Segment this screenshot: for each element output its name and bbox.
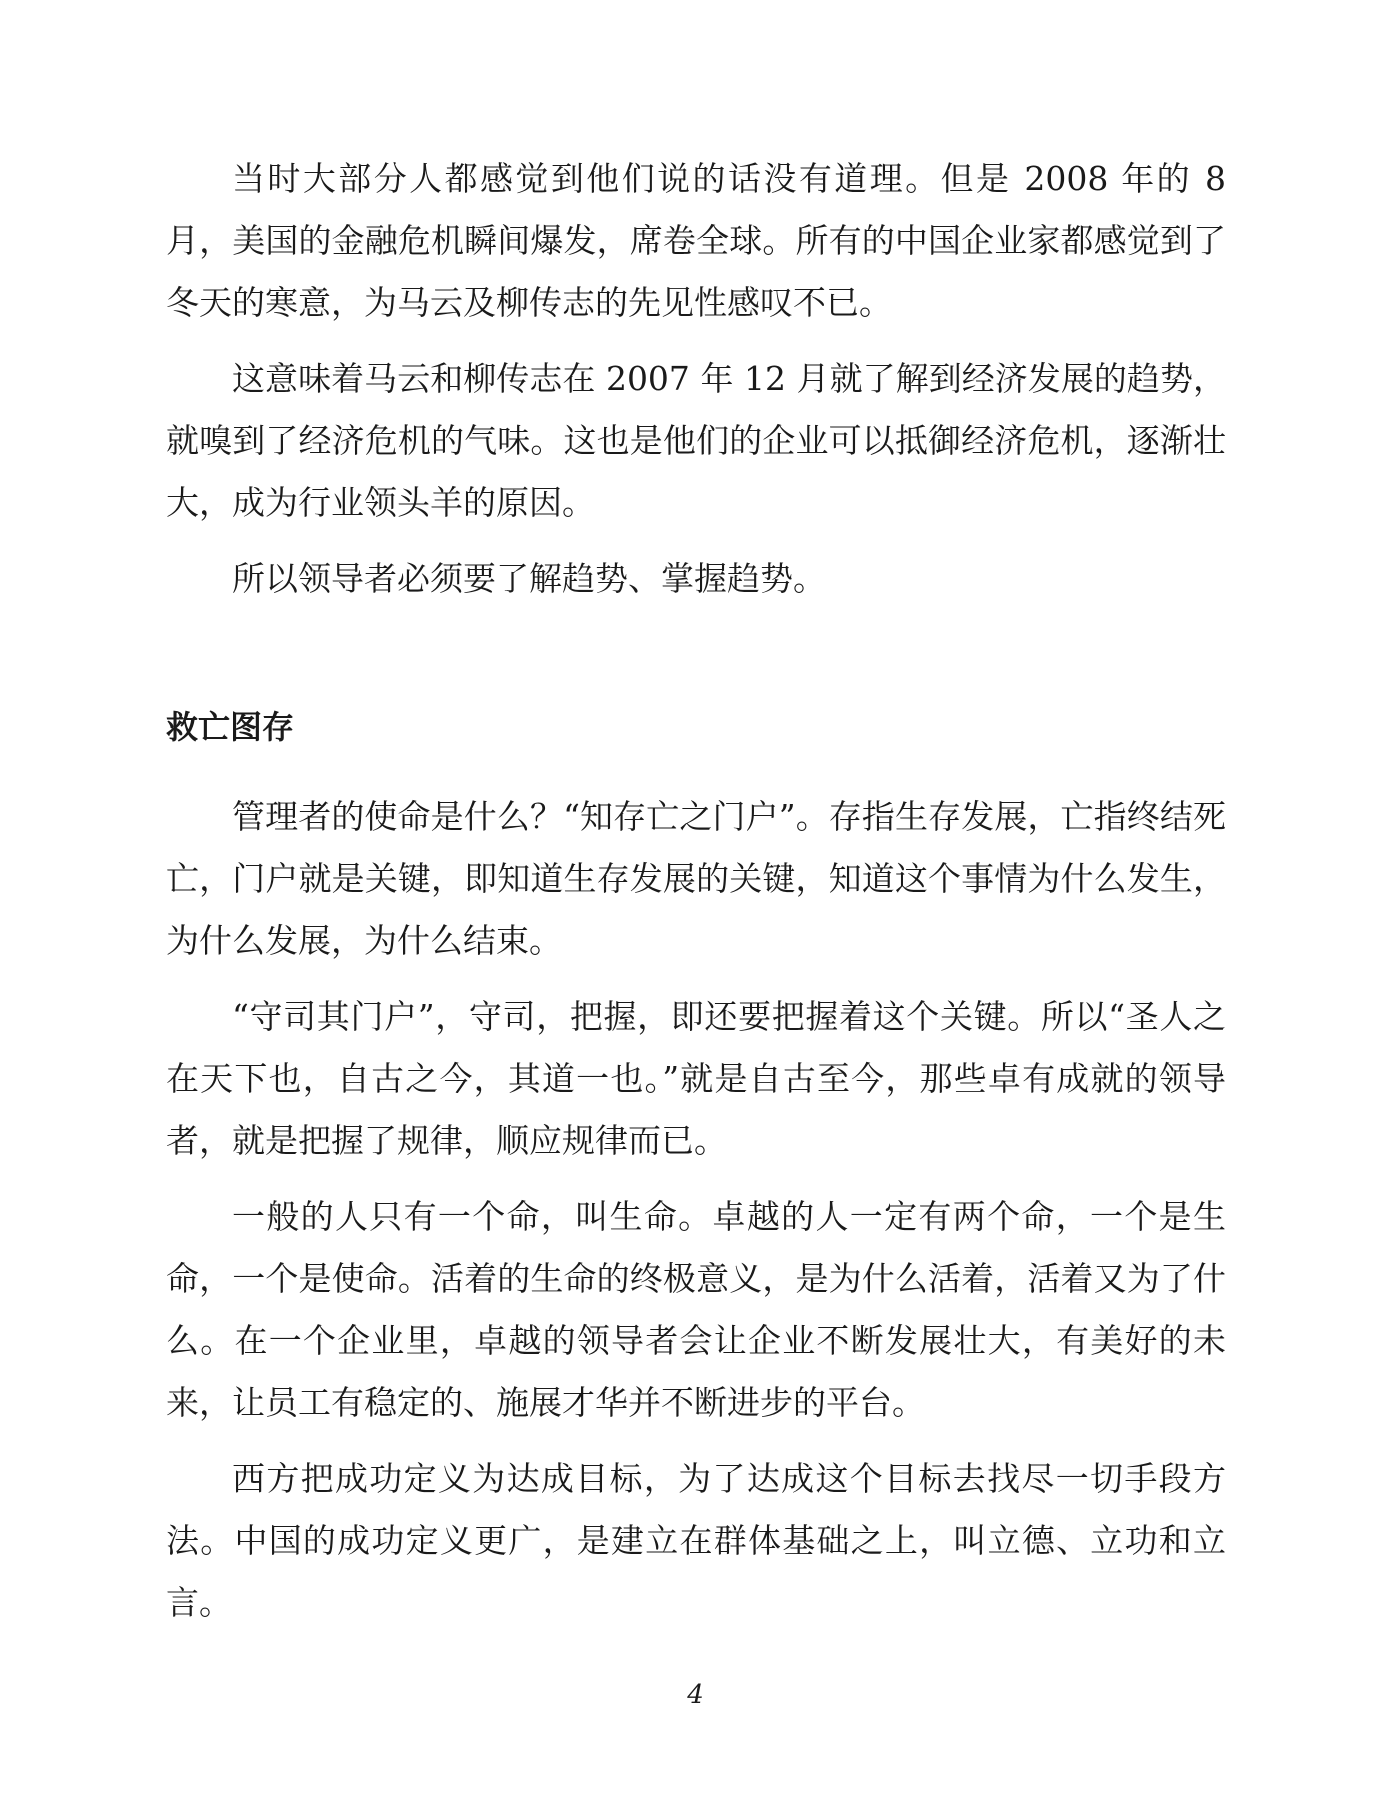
document-page	[166, 148, 1226, 1634]
page-number: 4	[687, 1680, 704, 1710]
section-spacer	[166, 610, 1226, 696]
section-survival	[166, 696, 1226, 1634]
paragraph: “守司其门户”，守司，把握，即还要把握着这个关键。所以“圣人之在天下也，自古之今，其道一也。”就是自古至今，那些卓有成就的领导者，就是把握了规律，顺应规律而已。	[166, 997, 1226, 1160]
paragraph: 所以领导者必须要了解趋势、掌握趋势。	[232, 559, 826, 598]
paragraph: 一般的人只有一个命，叫生命。卓越的人一定有两个命，一个是生命，一个是使命。活着的生命的终极意义，是为什么活着，活着又为了什么。在一个企业里，卓越的领导者会让企业不断发展壮大，有美好的未来，让员工有稳定的、施展才华并不断进步的平台。	[166, 1197, 1226, 1422]
paragraph: 西方把成功定义为达成目标，为了达成这个目标去找尽一切手段方法。中国的成功定义更广，是建立在群体基础之上，叫立德、立功和立言。	[166, 1459, 1226, 1622]
paragraph: 这意味着马云和柳传志在 2007 年 12 月就了解到经济发展的趋势，就嗅到了经济危机的气味。这也是他们的企业可以抵御经济危机，逐渐壮大，成为行业领头羊的原因。	[166, 359, 1226, 522]
paragraph: 管理者的使命是什么？“知存亡之门户”。存指生存发展，亡指终结死亡，门户就是关键，即知道生存发展的关键，知道这个事情为什么发生，为什么发展，为什么结束。	[166, 797, 1226, 960]
section-heading: 救亡图存	[166, 708, 295, 746]
paragraph: 当时大部分人都感觉到他们说的话没有道理。但是 2008 年的 8 月，美国的金融危机瞬间爆发，席卷全球。所有的中国企业家都感觉到了冬天的寒意，为马云及柳传志的先见性感叹不已。	[166, 159, 1226, 322]
section-intro	[166, 148, 1226, 610]
